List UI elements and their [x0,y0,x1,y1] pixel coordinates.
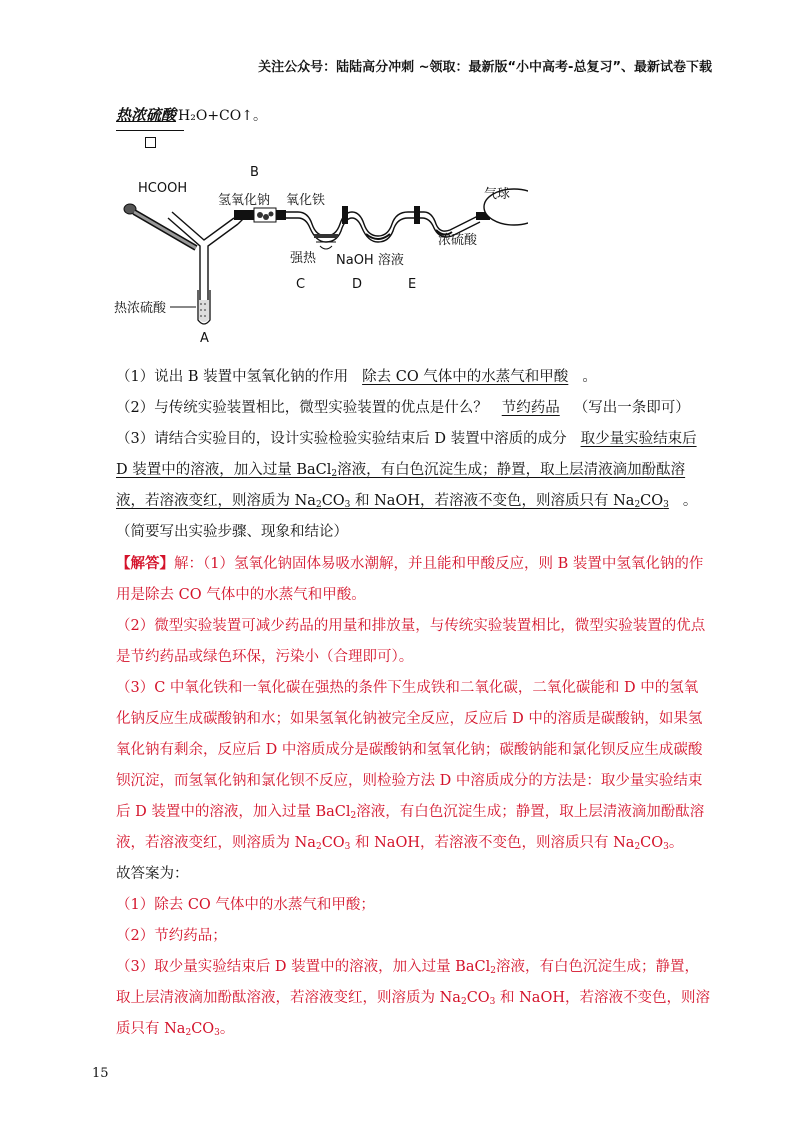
label-e: E [408,277,417,292]
label-naoh-solid: 氢氧化钠 [218,193,271,208]
q3-suffix: 。（简要写出实验步骤、现象和结论） [116,493,698,540]
y-tube [168,212,244,310]
reaction-condition [116,104,267,125]
tube-b [234,208,286,222]
label-b: B [250,165,259,180]
question-3 [116,424,712,548]
label-heat: 强热 [290,251,317,266]
page-number: 15 [92,1066,109,1081]
answer-3: （3）取少量实验结束后 D 装置中的溶液，加入过量 BaCl$_2$溶液，有白色沉淀生成；静置，取上层清液滴加酚酞溶液，若溶液变红，则溶质为 $Na_2CO_3$ 和 NaOH，若溶液不变色，则溶质只有 $Na_2CO_3$。 [116,959,710,1038]
label-hcooh: HCOOH [138,181,188,196]
q2-text: （2）与传统实验装置相比，微型实验装置的优点是什么？ [116,400,488,416]
q1-suffix: 。 [582,369,597,385]
apparatus-diagram [108,160,528,350]
label-d: D [352,277,363,292]
page-header: 关注公众号：陆陆高分冲刺 ~领取：最新版“小中高考-总复习”、最新试卷下载 [258,60,712,75]
condition-line [116,130,184,131]
document-body [116,362,712,1045]
burner-c [316,242,336,249]
label-fe2o3: 氧化铁 [286,193,326,208]
label-hot-h2so4: 热浓硫酸 [114,301,167,316]
solution-1-text: 解：（1）氢氧化钠固体易吸水潮解，并且能和甲酸反应，则 B 装置中氢氧化钠的作用是除去 CO 气体中的水蒸气和甲酸。 [116,556,704,603]
solution-label: 【解答】 [116,555,174,572]
q1-text: （1）说出 B 装置中氢氧化钠的作用 [116,369,349,385]
checkbox-icon [145,137,156,148]
q3-answer: 取少量实验结束后 D 装置中的溶液，加入过量 BaCl$_2$溶液，有白色沉淀生成；静置，取上层清液滴加酚酞溶液，若溶液变红，则溶质为 $Na_2CO_3$ 和 NaOH，若溶液不变色，则溶质只有 $Na_2CO_3$ [116,431,697,510]
question-2 [116,393,712,424]
q3-text: （3）请结合实验目的，设计实验检验实验结束后 D 装置中溶质的成分 [116,431,567,447]
question-1 [116,362,712,393]
solution-3: （3）C 中氧化铁和一氧化碳在强热的条件下生成铁和二氧化碳，二氧化碳能和 D 中的氢氧化钠反应生成碳酸钠和水；如果氢氧化钠被完全反应，反应后 D 中的溶质是碳酸钠，如果氢氧化钠有剩余，反应后 D 中溶质成分是碳酸钠和氢氧化钠；碳酸钠能和氯化钡反应生成碳酸钡沉淀，而氢氧化钠和氯化钡不反应，则检验方法 D 中溶质成分的方法是：取少量实验结束后 D 装置中的溶液，加入过量 BaCl$_2$溶液，有白色沉淀生成；静置，取上层清液滴加酚酞溶液，若溶液变红，则溶质为 $Na_2CO_3$ 和 NaOH，若溶液不变色，则溶质只有 $Na_2CO_3$。 [116,680,705,852]
label-naoh-solution: NaOH 溶液 [336,253,404,268]
clamp [414,206,420,224]
answers-intro: 故答案为： [116,866,189,882]
label-balloon: 气球 [484,187,511,202]
label-c: C [296,277,306,292]
solution-2: （2）微型实验装置可减少药品的用量和排放量，与传统实验装置相比，微型实验装置的优点是节约药品或绿色环保，污染小（合理即可）。 [116,618,706,665]
q2-answer: 节约药品 [501,400,560,416]
dropper-icon [124,204,196,248]
solution-1 [116,548,712,611]
answer-2: （2）节约药品； [116,928,227,944]
label-h2so4: 浓硫酸 [438,233,478,248]
answer-1: （1）除去 CO 气体中的水蒸气和甲酸； [116,897,375,913]
label-a: A [200,331,209,346]
condition-label: 热浓硫酸 [116,106,177,124]
clamp [342,206,348,224]
reaction-formula: H₂O+CO↑。 [178,108,267,124]
q2-suffix: （写出一条即可） [573,400,690,416]
q1-answer: 除去 CO 气体中的水蒸气和甲酸 [362,369,569,385]
